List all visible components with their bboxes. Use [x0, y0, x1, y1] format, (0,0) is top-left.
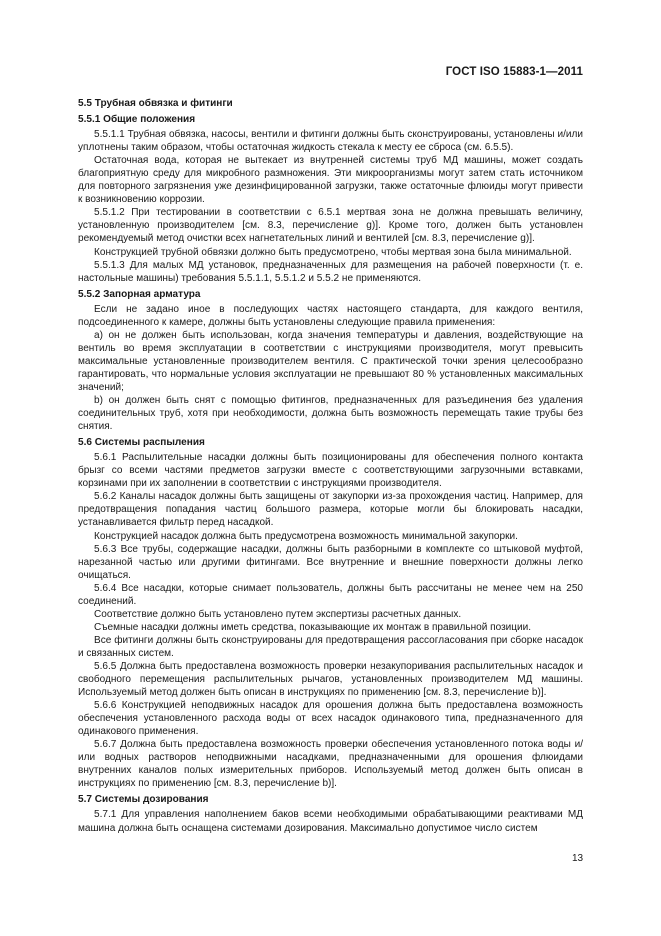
section-heading-5-6: 5.6 Системы распыления — [78, 437, 205, 449]
section-heading-5-5-2: 5.5.2 Запорная арматура — [78, 288, 201, 300]
section-heading-5-5: 5.5 Трубная обвязка и фитинги — [78, 98, 233, 109]
paragraph-5-6-4-removable: Съемные насадки должны иметь средства, показывающие их монтаж в правильной позиции. — [94, 621, 532, 633]
paragraph-5-6-1: 5.6.1 Распылительные насадки должны быть позиционированы для обеспечения полного контакта брызг со всеми частями предметов загрузки вместе с соответствующими загрузочными вставками, корзинами при их заполнении в соответствии с инструкциями производителя. — [78, 452, 583, 490]
paragraph-5-6-2-design: Конструкцией насадок должна быть предусмотрена возможность минимальной закупорки. — [94, 530, 518, 542]
paragraph-5-6-5: 5.6.5 Должна быть предоставлена возможность проверки незакупоривания распылительных насадок и свободного перемещения распылительных рычагов, установленных производителем МД машины. Используемый метод должен быть описан в инструкциях по применению [см. 8.3, перечисление b)]. — [78, 660, 583, 699]
paragraph-5-6-3: 5.6.3 Все трубы, содержащие насадки, должны быть разборными в комплекте со штыковой муфтой, нарезанной частью или другими фитингами. Все внутренние и внешние поверхности должны легко очищаться. — [78, 543, 583, 581]
document-body — [78, 96, 583, 835]
paragraph-pipe-design: Конструкцией трубной обвязки должно быть предусмотрено, чтобы мертвая зона была минимальной. — [94, 246, 572, 258]
paragraph-5-5-2: Если не задано иное в последующих частях настоящего стандарта, для каждого вентиля, подсоединенного к камере, должны быть установлены следующие правила применения: — [78, 303, 583, 328]
list-item-a: a) он не должен быть использован, когда значения температуры и давления, воздействующие на вентиль во время эксплуатации в соответствии с инструкциями производителя, могут превысить максимальные установленные производителем вентиля. С практической точки зрения целесообразно гарантировать, что нормальные условия эксплуатации не превышают 80 % установленных максимальных значений; — [78, 329, 583, 393]
paragraph-5-5-1-2: 5.5.1.2 При тестировании в соответствии с 6.5.1 мертвая зона не должна превышать величину, установленную производителем [см. 8.3, перечисление g)]. Кроме того, должен быть установлен рекомендуемый метод очистки всех нагнетательных линий и вентилей [см. 8.3, перечисление g)]. — [78, 207, 583, 245]
paragraph-5-6-4-fittings: Все фитинги должны быть сконструированы для предотвращения рассогласования при сборке насадок и связанных систем. — [78, 634, 583, 659]
paragraph-residual-water: Остаточная вода, которая не вытекает из внутренней системы труб МД машины, может создать благоприятную среду для микробного размножения. Эти микроорганизмы могут затем стать источником для повторного загрязнения уже дезинфицированной загрузки, также остаточные флюиды могут привести к возникновению коррозии. — [78, 155, 583, 206]
list-item-b: b) он должен быть снят с помощью фитингов, предназначенных для разъединения без удаления соединительных труб, хотя при необходимости, должна быть возможность перемещать такие трубы без снятия. — [78, 395, 583, 433]
paragraph-5-7-1: 5.7.1 Для управления наполнением баков всеми необходимыми обрабатывающими реактивами МД машина должна быть оснащена системами дозирования. Максимально допустимое число систем — [78, 809, 583, 834]
section-heading-5-7: 5.7 Системы дозирования — [78, 794, 209, 806]
page-number: 13 — [572, 853, 584, 864]
document-code: ГОСТ ISO 15883-1—2011 — [445, 66, 583, 78]
paragraph-5-5-1-1: 5.5.1.1 Трубная обвязка, насосы, вентили и фитинги должны быть сконструированы, установлены и/или уплотнены таким образом, чтобы остаточная жидкость стекала к месту ее сброса (см. 6.5.5). — [78, 129, 583, 154]
paragraph-5-6-7: 5.6.7 Должна быть предоставлена возможность проверки обеспечения установленного потока воды и/или водных растворов неподвижными насадками, предназначенными для орошения флюидами внутренних каналов полых измерительных приборов. Используемый метод должен быть описан в инструкциях по применению [см. 8.3, перечисление b)]. — [78, 739, 583, 790]
section-heading-5-5-1: 5.5.1 Общие положения — [78, 114, 196, 126]
paragraph-5-6-4: 5.6.4 Все насадки, которые снимает пользователь, должны быть рассчитаны не менее чем на 250 соединений. — [78, 582, 583, 607]
paragraph-5-5-1-3: 5.5.1.3 Для малых МД установок, предназначенных для размещения на рабочей поверхности (т. е. настольные машины) требования 5.5.1.1, 5.5.1.2 и 5.5.2 не применяются. — [78, 259, 583, 284]
paragraph-5-6-2: 5.6.2 Каналы насадок должны быть защищены от закупорки из-за прохождения частиц. Например, для предотвращения попадания частиц большого размера, которые могли бы блокировать насадки, устанавливается фильтр перед насадкой. — [78, 491, 583, 529]
paragraph-5-6-4-compliance: Соответствие должно быть установлено путем экспертизы расчетных данных. — [94, 608, 462, 620]
paragraph-5-6-6: 5.6.6 Конструкцией неподвижных насадок для орошения должна быть предоставлена возможность обеспечения установленного расхода воды от всех насадок одинакового типа, предназначенного для одинакового применения. — [78, 700, 583, 738]
